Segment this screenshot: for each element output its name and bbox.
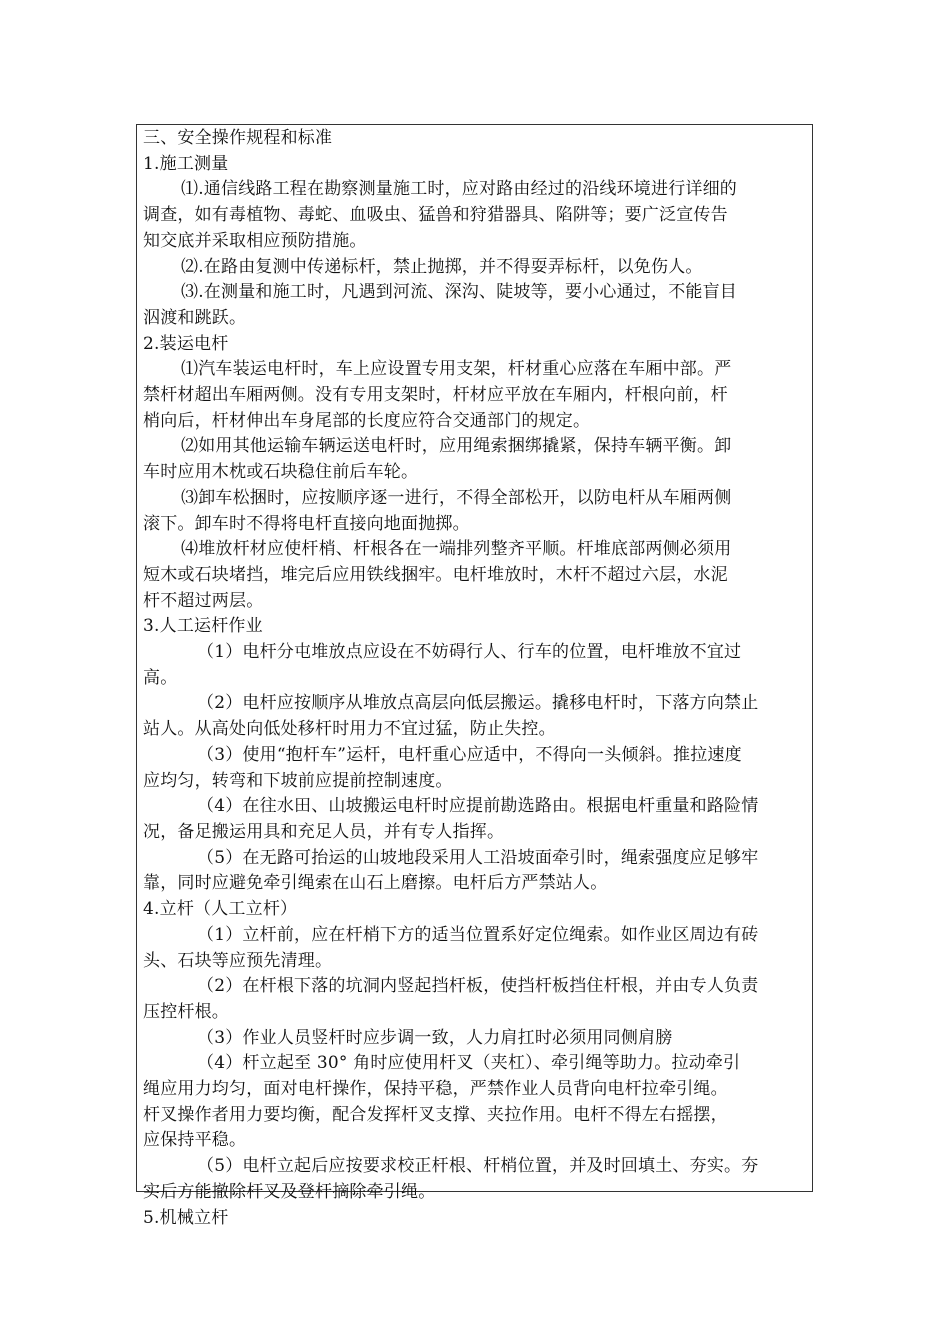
paragraph-line: 绳应用力均匀，面对电杆操作，保持平稳，严禁作业人员背向电杆拉牵引绳。 (143, 1079, 728, 1100)
paragraph-line: 应均匀，转弯和下坡前应提前控制速度。 (143, 770, 453, 791)
paragraph-line: 靠，同时应避免牵引绳索在山石上磨擦。电杆后方严禁站人。 (143, 873, 608, 894)
paragraph-line: ⑴.通信线路工程在勘察测量施工时，应对路由经过的沿线环境进行详细的 (181, 179, 738, 200)
paragraph-line: 高。 (143, 667, 178, 688)
section-heading: 3.人工运杆作业 (143, 616, 263, 637)
paragraph-line: 调查，如有毒植物、毒蛇、血吸虫、猛兽和狩猎器具、陷阱等；要广泛宣传告 (143, 205, 728, 226)
paragraph-line: 车时应用木枕或石块稳住前后车轮。 (143, 462, 419, 483)
paragraph-line: ⑴汽车装运电杆时，车上应设置专用支架，杆材重心应落在车厢中部。严 (181, 359, 732, 380)
paragraph-line: （3）使用“抱杆车”运杆，电杆重心应适中，不得向一头倾斜。推拉速度 (197, 744, 742, 765)
paragraph-line: （5）电杆立起后应按要求校正杆根、杆梢位置，并及时回填土、夯实。夯 (197, 1156, 759, 1177)
paragraph-line: ⑶卸车松捆时，应按顺序逐一进行，不得全部松开，以防电杆从车厢两侧 (181, 487, 732, 508)
section-heading: 2.装运电杆 (143, 333, 229, 354)
paragraph-line: 禁杆材超出车厢两侧。没有专用支架时，杆材应平放在车厢内，杆根向前，杆 (143, 385, 728, 406)
paragraph-line: 知交底并采取相应预防措施。 (143, 230, 367, 251)
paragraph-line: 短木或石块堵挡，堆完后应用铁线捆牢。电杆堆放时，木杆不超过六层，水泥 (143, 564, 728, 585)
paragraph-line: 杆不超过两层。 (143, 590, 264, 611)
paragraph-line: （2）在杆根下落的坑洞内竖起挡杆板，使挡杆板挡住杆根，并由专人负责 (197, 976, 759, 997)
paragraph-line: ⑷堆放杆材应使杆梢、杆根各在一端排列整齐平顺。杆堆底部两侧必须用 (181, 539, 732, 560)
paragraph-line: （2）电杆应按顺序从堆放点高层向低层搬运。撬移电杆时，下落方向禁止 (197, 693, 759, 714)
paragraph-line: （5）在无路可抬运的山坡地段采用人工沿坡面牵引时，绳索强度应足够牢 (197, 847, 759, 868)
paragraph-line: 况，备足搬运用具和充足人员，并有专人指挥。 (143, 821, 505, 842)
paragraph-line: （3）作业人员竖杆时应步调一致，人力肩扛时必须用同侧肩膀 (197, 1027, 673, 1048)
section-heading: 三、安全操作规程和标准 (143, 128, 333, 148)
paragraph-line: ⑵.在路由复测中传递标杆，禁止抛掷，并不得耍弄标杆，以免伤人。 (181, 256, 703, 277)
paragraph-line: 实后方能撤除杆叉及登杆摘除牵引绳。 (143, 1181, 436, 1202)
document-table-cell (136, 124, 813, 1228)
paragraph-line: 应保持平稳。 (143, 1130, 247, 1151)
paragraph-line: 压控杆根。 (143, 1001, 229, 1022)
paragraph-line: 站人。从高处向低处移杆时用力不宜过猛，防止失控。 (143, 719, 556, 740)
paragraph-line: ⑶.在测量和施工时，凡遇到河流、深沟、陡坡等，要小心通过，不能盲目 (181, 282, 738, 303)
paragraph-line: 杆叉操作者用力要均衡，配合发挥杆叉支撑、夹拉作用。电杆不得左右摇摆， (143, 1104, 728, 1125)
paragraph-line: （1）立杆前，应在杆梢下方的适当位置系好定位绳索。如作业区周边有砖 (197, 924, 759, 945)
paragraph-line: 滚下。卸车时不得将电杆直接向地面抛掷。 (143, 513, 470, 534)
paragraph-line: ⑵如用其他运输车辆运送电杆时，应用绳索捆绑撬紧，保持车辆平衡。卸 (181, 436, 732, 457)
paragraph-line: 头、石块等应预先清理。 (143, 950, 333, 971)
paragraph-line: （4）杆立起至 30° 角时应使用杆叉（夹杠）、牵引绳等助力。拉动牵引 (197, 1053, 741, 1074)
paragraph-line: （4）在往水田、山坡搬运电杆时应提前勘选路由。根据电杆重量和路险情 (197, 796, 759, 817)
section-heading: 1.施工测量 (143, 153, 229, 174)
section-heading: 4.立杆（人工立杆） (143, 899, 298, 920)
paragraph-line: 泅渡和跳跃。 (143, 307, 247, 328)
paragraph-line: （1）电杆分屯堆放点应设在不妨碍行人、行车的位置，电杆堆放不宜过 (197, 642, 742, 663)
section-heading: 5.机械立杆 (143, 1207, 229, 1228)
paragraph-line: 梢向后，杆材伸出车身尾部的长度应符合交通部门的规定。 (143, 410, 591, 431)
